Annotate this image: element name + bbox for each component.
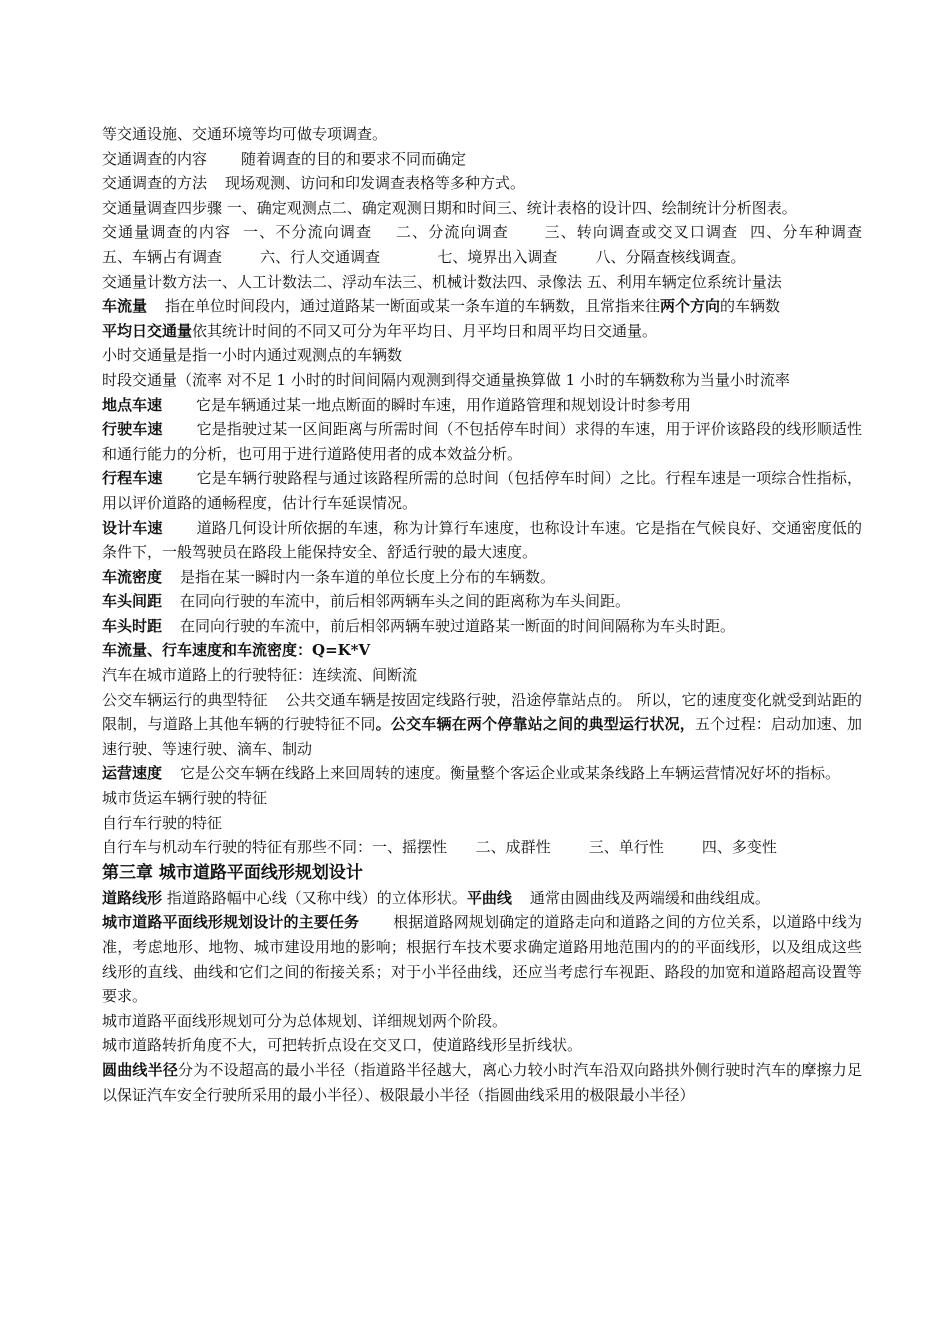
definition-design-speed: 设计车速 道路几何设计所依据的车速，称为计算行车速度，也称设计车速。它是指在气候良好、交通密度低的条件下，一般驾驶员在路段上能保持安全、舒适行驶的最大速度。 bbox=[102, 518, 862, 562]
line-driving-characteristics: 汽车在城市道路上的行驶特征：连续流、间断流 bbox=[102, 666, 418, 685]
term-label: 车流密度 bbox=[102, 567, 163, 586]
line-counting-methods: 交通量计数方法一、人工计数法二、浮动车法三、机械计数法四、录像法 五、利用车辆定位系统计量法 bbox=[102, 272, 782, 291]
definition-density: 车流密度 是指在某一瞬时内一条车道的单位长度上分布的车辆数。 bbox=[102, 567, 556, 586]
term-label: 道路线形 bbox=[102, 888, 163, 907]
term-label: 车头时距 bbox=[102, 616, 163, 635]
definition-aadt: 平均日交通量依其统计时间的不同又可分为年平均日、月平均日和周平均日交通量。 bbox=[102, 321, 658, 340]
line-period-volume: 时段交通量（流率 对不足 1 小时的时间间隔内观测到得交通量换算做 1 小时的车辆数称为当量小时流率 bbox=[102, 370, 790, 389]
term-label: 设计车速 bbox=[102, 518, 163, 537]
term-label: 城市道路平面线形规划设计的主要任务 bbox=[102, 913, 360, 932]
chapter-heading: 第三章 城市道路平面线形规划设计 bbox=[102, 862, 363, 883]
definition-running-speed: 行驶车速 它是指驶过某一区间距离与所需时间（不包括停车时间）求得的车速，用于评价该路段的线形顺适性和通行能力的分析，也可用于进行道路使用者的成本效益分析。 bbox=[102, 420, 862, 463]
term-label: 地点车速 bbox=[102, 395, 163, 414]
formula-line: 车流量、行车速度和车流密度：Q=K*V bbox=[102, 641, 371, 660]
line-bicycle-vs-motor: 自行车与机动车行驶的特征有那些不同：一、摇摆性 二、成群性 三、单行性 四、多变性 bbox=[102, 838, 777, 857]
document-page bbox=[102, 122, 901, 1107]
definition-spot-speed: 地点车速 它是车辆通过某一地点断面的瞬时车速，用作道路管理和规划设计时参考用 bbox=[102, 395, 692, 414]
line-bicycle-characteristics: 自行车行驶的特征 bbox=[102, 813, 223, 832]
definition-travel-speed: 行程车速 它是车辆行驶路程与通过该路程所需的总时间（包括停车时间）之比。行程车速是一项综合性指标，用以评价道路的通畅程度，估计行车延误情况。 bbox=[102, 469, 862, 512]
term-label: 平均日交通量 bbox=[102, 321, 193, 340]
definition-road-alignment: 道路线形 指道路路幅中心线（又称中线）的立体形状。平曲线 通常由圆曲线及两端缓和曲线组成。 bbox=[102, 888, 770, 907]
term-label: 车流量 bbox=[102, 297, 148, 316]
line-freight-characteristics: 城市货运车辆行驶的特征 bbox=[102, 789, 268, 808]
definition-spacing: 车头间距 在同向行驶的车流中，前后相邻两辆车头之间的距离称为车头间距。 bbox=[102, 592, 631, 611]
line-traffic-facilities: 等交通设施、交通环境等均可做专项调查。 bbox=[102, 125, 388, 143]
line-turning-angle: 城市道路转折角度不大，可把转折点设在交叉口，使道路线形呈折线状。 bbox=[102, 1036, 583, 1055]
definition-curve-radius: 圆曲线半径分为不设超高的最小半径（指道路半径越大，离心力较小时汽车沿双向路拱外侧行驶时汽车的摩擦力足以保证汽车安全行驶所采用的最小半径）、极限最小半径（指圆曲线采用的极限最小半径） bbox=[102, 1060, 862, 1104]
line-volume-survey-content: 交通量调查的内容 一、不分流向调查 二、分流向调查 三、转向调查或交叉口调查 四、分车种调查 五、车辆占有调查 六、行人交通调查 七、境界出入调查 八、分隔查核线调查。 bbox=[102, 223, 901, 266]
line-survey-method: 交通调查的方法 现场观测、访问和印发调查表格等多种方式。 bbox=[102, 174, 526, 193]
definition-headway: 车头时距 在同向行驶的车流中，前后相邻两辆车驶过道路某一断面的时间间隔称为车头时距。 bbox=[102, 616, 736, 635]
term-label: 运营速度 bbox=[102, 764, 163, 783]
definition-traffic-volume: 车流量 指在单位时间段内，通过道路某一断面或某一条车道的车辆数，且常指来往两个方向的车辆数 bbox=[102, 297, 781, 316]
line-bus-characteristics: 公交车辆运行的典型特征 公共交通车辆是按固定线路行驶，沿途停靠站点的。 所以，它的速度变化就受到站距的限制，与道路上其他车辆的行驶特征不同。公交车辆在两个停靠站之间的典型运行状况，五个过程：启动加速、加速行驶、等速行驶、滴车、制动 bbox=[102, 690, 862, 758]
term-label: 圆曲线半径 bbox=[102, 1060, 179, 1079]
term-label: 行程车速 bbox=[102, 469, 163, 488]
term-label: 车头间距 bbox=[102, 592, 163, 611]
term-label: 行驶车速 bbox=[102, 420, 163, 439]
line-planning-stages: 城市道路平面线形规划可分为总体规划、详细规划两个阶段。 bbox=[102, 1011, 508, 1030]
definition-operating-speed: 运营速度 它是公交车辆在线路上来回周转的速度。衡量整个客运企业或某条线路上车辆运营情况好坏的指标。 bbox=[102, 764, 841, 783]
line-hourly-volume: 小时交通量是指一小时内通过观测点的车辆数 bbox=[102, 346, 403, 365]
line-survey-content: 交通调查的内容 随着调查的目的和要求不同而确定 bbox=[102, 149, 467, 168]
line-four-steps: 交通量调查四步骤 一、确定观测点二、确定观测日期和时间三、统计表格的设计四、绘制统计分析图表。 bbox=[102, 198, 797, 217]
definition-main-task: 城市道路平面线形规划设计的主要任务 根据道路网规划确定的道路走向和道路之间的方位关系，以道路中线为准，考虑地形、地物、城市建设用地的影响；根据行车技术要求确定道路用地范围内的的平面线形，以及组成这些线形的直线、曲线和它们之间的衔接关系；对于小半径曲线，还应当考虑行车视距、路段的加宽和道路超高设置等要求。 bbox=[102, 913, 862, 1006]
